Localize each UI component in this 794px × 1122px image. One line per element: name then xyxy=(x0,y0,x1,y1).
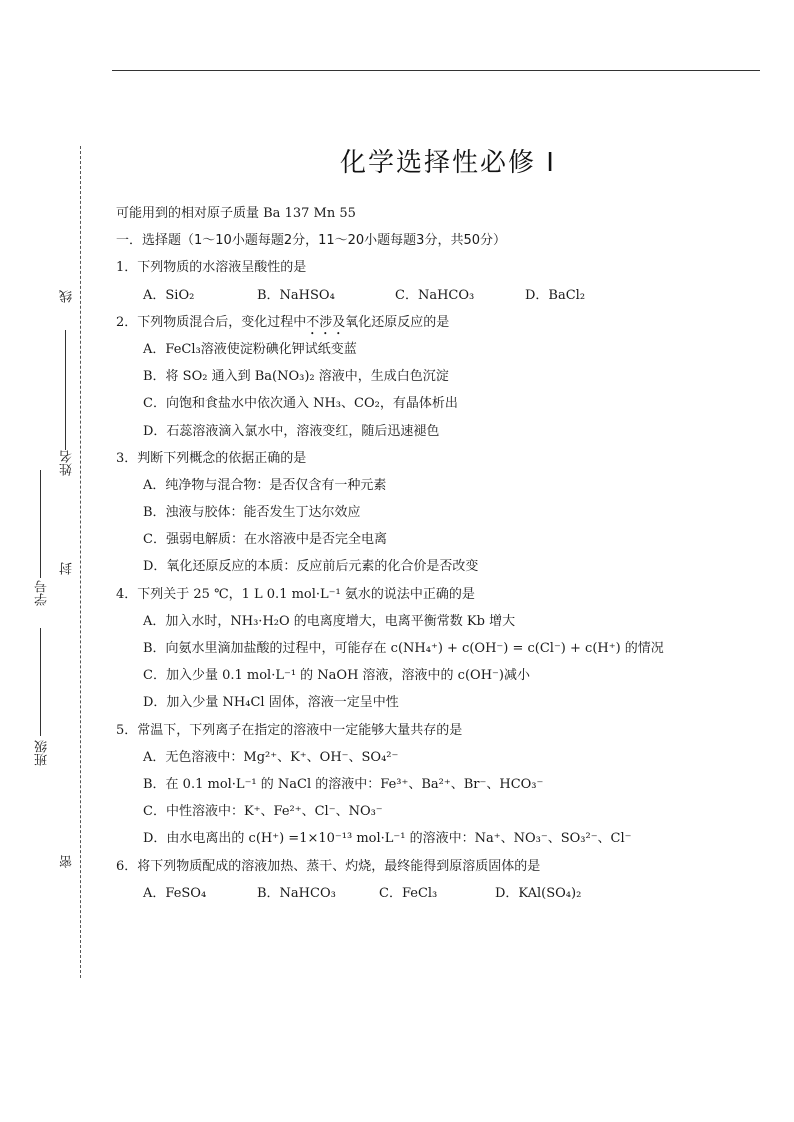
option-row xyxy=(116,286,676,313)
option: D．氧化还原反应的本质：反应前后元素的化合价是否改变 xyxy=(143,559,479,575)
question-content xyxy=(116,204,676,911)
header-rule xyxy=(112,70,760,71)
atomic-mass-note: 可能用到的相对原子质量 Ba 137 Mn 55 xyxy=(116,206,356,221)
label-name: 姓名 xyxy=(60,450,75,476)
option: D．BaCl₂ xyxy=(525,287,586,303)
option: A．SiO₂ xyxy=(143,287,195,303)
label-class: 班级 xyxy=(35,740,50,766)
question-stem: 3．判断下列概念的依据正确的是 xyxy=(116,450,307,466)
option: B．在 0.1 mol·L⁻¹ 的 NaCl 的溶液中：Fe³⁺、Ba²⁺、Br⁻、HCO₃⁻ xyxy=(143,776,544,792)
option: B．向氨水里滴加盐酸的过程中，可能存在 c(NH₄⁺) + c(OH⁻) = c(Cl⁻) + c(H⁺) 的情况 xyxy=(143,641,664,656)
option: C．NaHCO₃ xyxy=(395,287,475,303)
question-stem: 2．下列物质混合后，变化过程中不涉及氧化还原反应的是 xyxy=(116,314,450,330)
option: D．加入少量 NH₄Cl 固体，溶液一定呈中性 xyxy=(143,695,399,711)
option-row xyxy=(116,884,676,911)
option: D．KAl(SO₄)₂ xyxy=(495,885,582,901)
id-blank-line xyxy=(40,470,41,578)
question-stem: 4．下列关于 25 ℃，1 L 0.1 mol·L⁻¹ 氨水的说法中正确的是 xyxy=(116,586,475,602)
option: B．NaHSO₄ xyxy=(257,287,335,303)
binding-dashed-line xyxy=(80,146,81,978)
label-student-id: 学号 xyxy=(35,580,50,606)
option: A．无色溶液中：Mg²⁺、K⁺、OH⁻、SO₄²⁻ xyxy=(143,749,399,765)
option: A．纯净物与混合物：是否仅含有一种元素 xyxy=(143,477,387,493)
option: C．加入少量 0.1 mol·L⁻¹ 的 NaOH 溶液，溶液中的 c(OH⁻)减小 xyxy=(143,668,530,684)
option: B．NaHCO₃ xyxy=(257,885,336,901)
option: C．强弱电解质：在水溶液中是否完全电离 xyxy=(143,532,387,548)
option: A．加入水时，NH₃·H₂O 的电离度增大，电离平衡常数 Kb 增大 xyxy=(143,613,516,629)
name-blank-line xyxy=(65,330,66,450)
question-stem: 1．下列物质的水溶液呈酸性的是 xyxy=(116,260,307,276)
option: C．中性溶液中：K⁺、Fe²⁺、Cl⁻、NO₃⁻ xyxy=(143,804,383,820)
emphasized-text: 不涉及 xyxy=(306,314,346,330)
option: B．将 SO₂ 通入到 Ba(NO₃)₂ 溶液中，生成白色沉淀 xyxy=(143,369,449,385)
label-xian: 线 xyxy=(60,290,75,303)
option: D．由水电离出的 c(H⁺) =1×10⁻¹³ mol·L⁻¹ 的溶液中：Na⁺、NO₃⁻、SO₃²⁻、Cl⁻ xyxy=(143,831,632,847)
option: C．FeCl₃ xyxy=(379,885,438,901)
option: B．浊液与胶体：能否发生丁达尔效应 xyxy=(143,505,361,521)
label-feng: 封 xyxy=(60,562,75,575)
option: D．石蕊溶液滴入氯水中，溶液变红，随后迅速褪色 xyxy=(143,423,440,439)
question-stem: 6．将下列物质配成的溶液加热、蒸干、灼烧，最终能得到原溶质固体的是 xyxy=(116,858,541,874)
section-heading: 一．选择题（1～10小题每题2分，11～20小题每题3分，共50分） xyxy=(116,233,506,249)
page-title: 化学选择性必修 I xyxy=(340,148,556,178)
question-stem: 5．常温下，下列离子在指定的溶液中一定能够大量共存的是 xyxy=(116,722,463,738)
option: C．向饱和食盐水中依次通入 NH₃、CO₂，有晶体析出 xyxy=(143,396,458,412)
label-mi: 密 xyxy=(60,855,75,868)
option: A．FeCl₃溶液使淀粉碘化钾试纸变蓝 xyxy=(143,341,357,357)
class-blank-line xyxy=(40,628,41,736)
option: A．FeSO₄ xyxy=(143,885,207,901)
